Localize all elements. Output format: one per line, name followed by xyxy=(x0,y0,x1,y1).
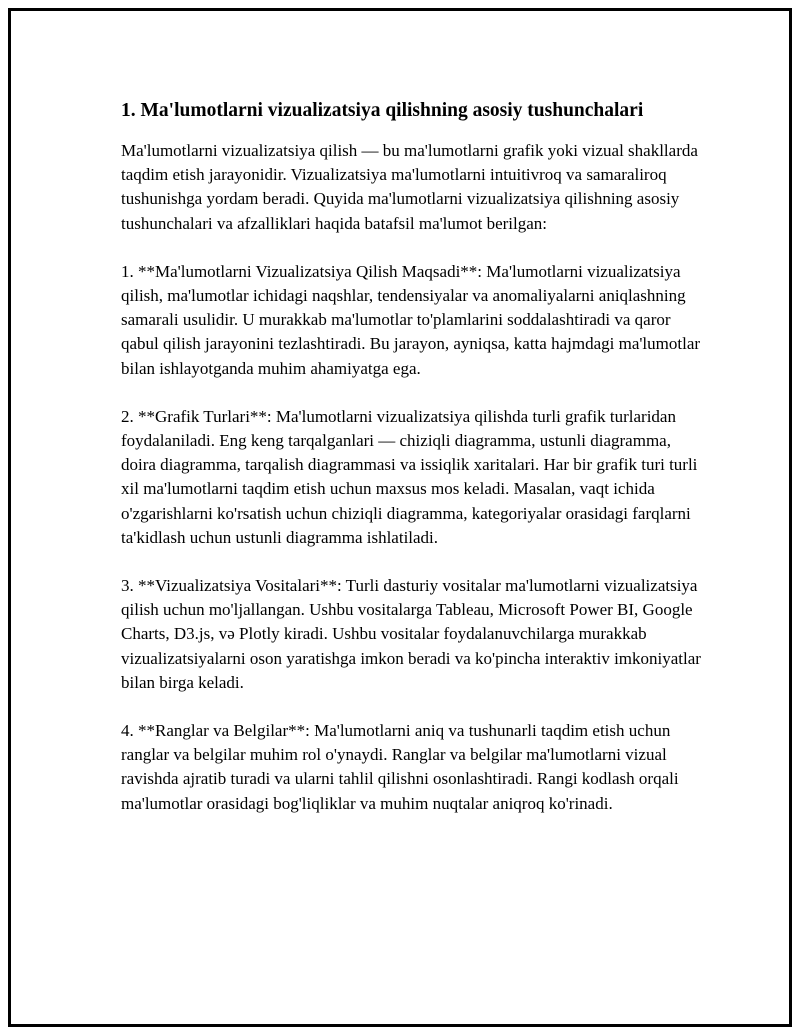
point-2-paragraph: 2. **Grafik Turlari**: Ma'lumotlarni vizualizatsiya qilishda turli grafik turlaridan foydalaniladi. Eng keng tarqalganlari — chiziqli diagramma, ustunli diagramma, doira diagramma, tarqalish diagrammasi va issiqlik xaritalari. Har bir grafik turi turli xil ma'lumotlarni taqdim etish uchun maxsus mos keladi. Masalan, vaqt ichida o'zgarishlarni ko'rsatish uchun chiziqli diagramma, kategoriyalar orasidagi farqlarni ta'kidlash uchun ustunli diagramma ishlatiladi. xyxy=(121,406,698,547)
point-1-paragraph: 1. **Ma'lumotlarni Vizualizatsiya Qilish Maqsadi**: Ma'lumotlarni vizualizatsiya qilish, ma'lumotlar ichidagi naqshlar, tendensiyalar va anomaliyalarni aniqlashning samarali usulidir. U murakkab ma'lumotlar to'plamlarini soddalashtiradi va qaror qabul qilish jarayonini tezlashtiradi. Bu jarayon, ayniqsa, katta hajmdagi ma'lumotlar bilan ishlayotganda muhim ahamiyatga ega. xyxy=(121,261,701,378)
point-4-paragraph: 4. **Ranglar va Belgilar**: Ma'lumotlarni aniq va tushunarli taqdim etish uchun ranglar va belgilar muhim rol o'ynaydi. Ranglar va belgilar ma'lumotlarni vizual ravishda ajratib turadi va ularni tahlil qilishni osonlashtiradi. Rangi kodlash orqali ma'lumotlar orasidagi bog'liqliklar va muhim nuqtalar aniqroq ko'rinadi. xyxy=(121,721,679,813)
point-3-paragraph: 3. **Vizualizatsiya Vositalari**: Turli dasturiy vositalar ma'lumotlarni vizualizatsiya qilish uchun mo'ljallangan. Ushbu vositalarga Tableau, Microsoft Power BI, Google Charts, D3.js, və Plotly kiradi. Ushbu vositalar foydalanuvchilarga murakkab vizualizatsiyalarni oson yaratishga imkon beradi va ko'pincha interaktiv imkoniyatlar bilan birga keladi. xyxy=(121,576,701,692)
intro-paragraph: Ma'lumotlarni vizualizatsiya qilish — bu ma'lumotlarni grafik yoki vizual shakllarda taqdim etish jarayonidir. Vizualizatsiya ma'lumotlarni intuitivroq va samaraliroq tushunishga yordam beradi. Quyida ma'lumotlarni vizualizatsiya qilishning asosiy tushunchalari va afzalliklari haqida batafsil ma'lumot berilgan: xyxy=(121,141,698,233)
document-heading: 1. Ma'lumotlarni vizualizatsiya qilishning asosiy tushunchalari xyxy=(121,100,644,121)
page-frame xyxy=(8,8,792,1027)
document-body xyxy=(121,97,706,840)
